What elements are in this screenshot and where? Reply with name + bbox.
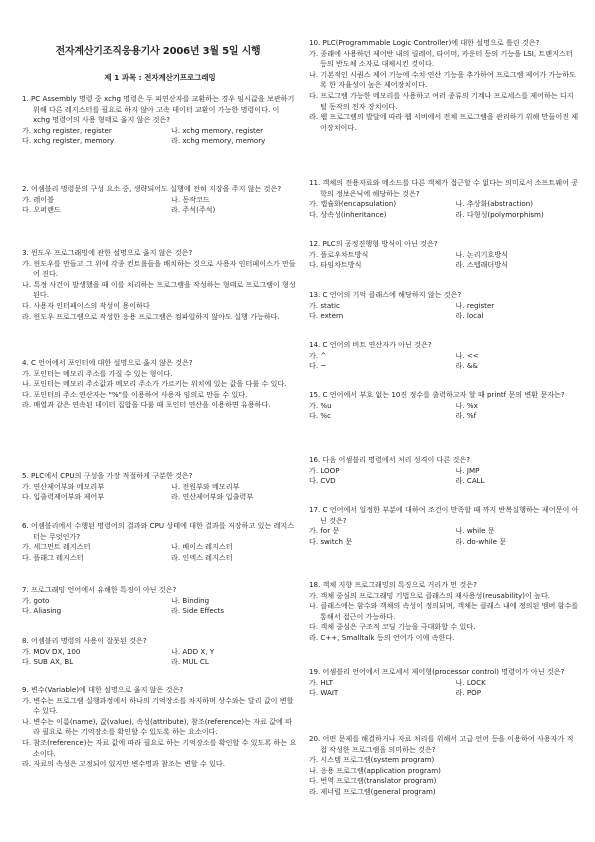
question-9 [22, 685, 298, 770]
question-20 [309, 734, 580, 798]
option-row [309, 351, 580, 362]
answer-option: 나. 동작코드 [171, 194, 210, 204]
question-stem: 17. C 언어에서 일정한 부분에 대하여 조건이 만족할 때 까지 반복실행하는 제어문이 아닌 것은? [309, 505, 579, 525]
answer-option: 라. xchg memory, memory [171, 136, 266, 146]
question-stem: 16. 다음 어셈블리 명령에서 처리 성격이 다른 것은? [309, 455, 471, 464]
question-stem: 20. 어떤 문제를 해결하거나 자료 처리를 위해서 고급 언어 등을 이용하여 사용자가 직접 작성한 프로그램을 의미하는 것은? [309, 734, 574, 754]
page-title: 전자계산기조직응용기사 2006년 3월 5일 시행 [55, 46, 261, 57]
option-row [22, 195, 298, 206]
question-stem: 5. PLC에서 CPU의 구성을 가장 적절하게 구분한 것은? [22, 471, 193, 480]
option-row [309, 199, 580, 210]
answer-option: 라. C++, Smalltalk 등의 언어가 이에 속한다. [309, 632, 455, 642]
option-row [309, 250, 580, 261]
question-3 [22, 248, 298, 322]
answer-option: 나. 전원부와 메모리부 [171, 481, 240, 491]
option-row [309, 526, 580, 537]
answer-option: 다. switch 문 [309, 536, 353, 546]
answer-option: 라. %f [455, 411, 477, 421]
question-stem: 7. 프로그래밍 언어에서 유해한 특징이 아닌 것은? [22, 585, 177, 594]
question-stem: 18. 객체 지향 프로그래밍의 특징으로 거리가 먼 것은? [309, 580, 477, 589]
answer-option: 나. Binding [171, 595, 210, 605]
answer-option: 라. Side Effects [171, 606, 225, 616]
question-18 [309, 580, 580, 644]
question-stem: 9. 변수(Variable)에 대한 설명으로 옳지 않은 것은? [22, 685, 184, 694]
answer-option: 나. << [455, 350, 479, 360]
answer-option: 라. 윈도우 프로그램으로 작성한 응용 프로그램은 컴파일하지 않아도 실행 가능하다. [22, 311, 280, 321]
answer-option: 나. 베이스 레지스터 [171, 542, 233, 552]
answer-option: 라. 다형성(polymorphism) [455, 209, 544, 219]
answer-option: 다. extern [309, 311, 344, 321]
option-row [309, 210, 580, 221]
question-stem: 4. C 언어에서 포인터에 대한 설명으로 옳지 않은 것은? [22, 358, 193, 367]
answer-option: 나. %x [455, 400, 478, 410]
answer-option: 가. 포인터는 메모리 주소를 가질 수 있는 형이다. [22, 368, 173, 378]
answer-option: 나. 기본적인 시퀀스 제어 기능에 수치 연산 기능을 추가하여 프로그램 제어가 가능하도록 한 자율성이 높은 제어장치이다. [309, 69, 576, 90]
option-row [22, 647, 298, 658]
answer-option: 라. 인덱스 레지스터 [171, 552, 233, 562]
answer-option: 다. 포인터의 주소 연산자는 "%"를 이용하여 사용자 임의로 만들 수 있다. [22, 389, 248, 399]
answer-option: 다. 타임차트방식 [309, 260, 362, 270]
answer-option: 가. HLT [309, 677, 334, 687]
answer-option: 다. 참조(reference)는 자료 값에 따라 필요로 하는 기억장소를 확인할 수 있도록 하는 요소이다. [22, 737, 297, 758]
option-row [22, 126, 298, 137]
option-row [22, 657, 298, 668]
question-stem: 14. C 언어의 비트 연산자가 아닌 것은? [309, 340, 432, 349]
answer-option: 라. MUL CL [171, 657, 209, 667]
answer-option: 가. ^ [309, 350, 327, 360]
answer-option: 라. 배열과 같은 연속된 데이터 집합을 다룰 때 포인터 연산을 이용하면 유용하다. [22, 400, 271, 410]
option-row [22, 553, 298, 564]
option-row [309, 401, 580, 412]
answer-option: 라. POP [455, 688, 482, 698]
option-row [22, 596, 298, 607]
answer-option: 가. 시스템 프로그램(system program) [309, 755, 435, 765]
answer-option: 가. 종래에 사용하던 제어반 내의 릴레이, 타이머, 카운터 등의 기능을 LSI, 트랜지스터 등의 반도체 소자로 대체시킨 것이다. [309, 48, 573, 69]
option-row [309, 466, 580, 477]
answer-option: 가. LOOP [309, 465, 340, 475]
answer-option: 나. while 문 [455, 526, 495, 536]
question-7 [22, 585, 298, 617]
question-stem: 2. 어셈블리 명령문의 구성 요소 중, 생략되어도 실행에 전혀 지장을 주지 않는 것은? [22, 184, 282, 193]
answer-option: 나. ADD X, Y [171, 646, 215, 656]
question-stem: 19. 어셈블리 언어에서 프로세서 제어형(processor control) 명령어가 아닌 것은? [309, 667, 565, 676]
answer-option: 다. ~ [309, 361, 327, 371]
question-stem: 13. C 언어의 기억 클래스에 해당하지 않는 것은? [309, 290, 462, 299]
question-8 [22, 636, 298, 668]
answer-option: 라. local [455, 311, 484, 321]
answer-option: 다. 상속성(inheritance) [309, 209, 387, 219]
option-row [309, 537, 580, 548]
answer-option: 가. 윈도우를 만들고 그 위에 각종 컨트롤들을 배치하는 것으로 사용자 인터페이스가 만들어 진다. [22, 258, 296, 279]
answer-option: 가. static [309, 300, 340, 310]
answer-option: 나. JMP [455, 465, 480, 475]
question-2 [22, 184, 298, 216]
question-17 [309, 505, 580, 547]
question-14 [309, 340, 580, 372]
answer-option: 다. 객체 중심은 구조적 코딩 기능을 극대화할 수 있다. [309, 622, 476, 632]
answer-option: 가. 변수는 프로그램 실행과정에서 하나의 기억장소를 차지하며 상수와는 달리 값이 변할 수 있다. [22, 695, 294, 716]
answer-option: 가. 플로우차트방식 [309, 249, 369, 259]
option-row [309, 688, 580, 699]
answer-option: 가. MOV DX, 100 [22, 646, 81, 656]
answer-option: 나. 클래스에는 함수와 객체의 속성이 정의되며, 객체는 클래스 내에 정의된 멤버 함수를 통해서 접근이 가능하다. [309, 601, 579, 621]
answer-option: 가. xchg register, register [22, 125, 112, 135]
answer-option: 가. for 문 [309, 526, 340, 536]
subject-heading: 제 1 과목 : 전자계산기프로그래밍 [104, 73, 216, 82]
question-13 [309, 290, 580, 322]
option-row [22, 136, 298, 147]
answer-option: 라. CALL [455, 476, 485, 486]
answer-option: 나. xchg memory, register [171, 125, 264, 135]
option-row [22, 482, 298, 493]
option-row [309, 311, 580, 322]
answer-option: 가. 연산제어부와 메모리부 [22, 481, 105, 491]
question-4 [22, 358, 298, 411]
question-1 [22, 94, 298, 147]
answer-option: 다. xchg register, memory [22, 136, 115, 146]
answer-option: 가. 세그먼트 레지스터 [22, 542, 91, 552]
question-12 [309, 239, 580, 271]
answer-option: 나. 포인터는 메모리 주소값과 메모리 주소가 가르키는 위치에 있는 값을 다룰 수 있다. [22, 379, 287, 389]
option-row [309, 476, 580, 487]
question-stem: 11. 객체의 전용자료와 메소드를 다른 객체가 접근할 수 없다는 의미로서 소프트웨어 공학의 정보은닉에 해당하는 것은? [309, 178, 579, 198]
option-row [22, 542, 298, 553]
option-row [309, 678, 580, 689]
answer-option: 다. 번역 프로그램(translator program) [309, 776, 437, 786]
answer-option: 라. 스텝래더방식 [455, 260, 508, 270]
answer-option: 다. 오퍼랜드 [22, 205, 61, 215]
question-stem: 1. PC Assembly 명령 중 xchg 명령은 두 피연산자를 교환하는 경우 임시값을 보관하기 위해 다른 레지스터를 필요로 하지 않아 고속 데이터 교환이 가능한 명령이다. 이 xchg 명령어의 사용 형태로 옳지 않은 것은? [22, 94, 295, 125]
answer-option: 다. CVD [309, 476, 336, 486]
question-stem: 10. PLC(Programmable Logic Controller)에 대한 설명으로 틀린 것은? [309, 38, 540, 47]
option-row [309, 361, 580, 372]
question-19 [309, 667, 580, 699]
answer-option: 나. 변수는 이름(name), 값(value), 속성(attribute), 참조(reference)는 자료 값에 따라 필요로 하는 기억장소를 확인할 수 있도록 하는 요소이다. [22, 716, 292, 737]
question-15 [309, 390, 580, 422]
answer-option: 다. 플래그 레지스터 [22, 552, 84, 562]
option-row [309, 260, 580, 271]
answer-option: 나. 논리기호방식 [455, 249, 508, 259]
answer-option: 라. 연산제어부와 입출력부 [171, 492, 254, 502]
option-row [22, 606, 298, 617]
question-5 [22, 471, 298, 503]
answer-option: 라. 웹 프로그램의 발달에 따라 웹 서버에서 전체 프로그램을 관리하기 위해 만들어진 제어장치이다. [309, 112, 579, 132]
answer-option: 나. 특정 사건이 발생했을 때 이를 처리하는 프로그램을 작성하는 형태로 프로그램이 형성된다. [22, 279, 296, 300]
option-row [309, 301, 580, 312]
answer-option: 나. 응용 프로그램(application program) [309, 765, 441, 775]
answer-option: 다. 프로그램 가능한 메모리를 사용하고 여러 종류의 기계나 프로세스를 제어하는 디지털 동작의 전자 장치이다. [309, 90, 574, 111]
answer-option: 라. 주석(주석) [171, 205, 216, 215]
option-row [22, 205, 298, 216]
answer-option: 라. && [455, 361, 478, 371]
answer-option: 가. %u [309, 400, 332, 410]
option-row [309, 411, 580, 422]
answer-option: 다. Aliasing [22, 606, 62, 616]
question-stem: 8. 어셈블리 명령의 사용이 잘못된 것은? [22, 636, 147, 645]
answer-option: 다. 입출력제어부와 제어부 [22, 492, 105, 502]
answer-option: 다. %c [309, 411, 332, 421]
answer-option: 라. do-while 문 [455, 536, 507, 546]
question-16 [309, 455, 580, 487]
question-stem: 12. PLC의 공정진행형 방식이 아닌 것은? [309, 239, 438, 248]
answer-option: 라. 자료의 속성은 고정되어 있지만 변수명과 참조는 변할 수 있다. [22, 759, 225, 769]
answer-option: 나. LOCK [455, 677, 486, 687]
answer-option: 다. WAIT [309, 688, 339, 698]
question-stem: 6. 어셈블리에서 수행된 명령어의 결과와 CPU 상태에 대한 결과를 저장하고 있는 레지스터는 무엇인가? [22, 521, 295, 541]
question-6 [22, 521, 298, 563]
answer-option: 가. 객체 중심의 프로그래밍 기법으로 클래스의 재사용성(reusability)이 높다. [309, 590, 551, 600]
answer-option: 나. 추상화(abstraction) [455, 199, 534, 209]
question-10 [309, 38, 580, 133]
question-stem: 15. C 언어에서 부호 없는 10진 정수를 출력하고자 할 때 printf 문의 변환 문자는? [309, 390, 565, 399]
answer-option: 나. register [455, 300, 495, 310]
question-11 [309, 178, 580, 220]
option-row [22, 492, 298, 503]
answer-option: 가. goto [22, 595, 50, 605]
answer-option: 라. 제너럴 프로그램(general program) [309, 786, 436, 796]
answer-option: 다. 사용자 인터페이스의 작성이 용이하다 [22, 300, 150, 310]
answer-option: 가. 캡슐화(encapsulation) [309, 199, 397, 209]
answer-option: 가. 레이블 [22, 194, 54, 204]
question-stem: 3. 윈도우 프로그래밍에 관한 설명으로 옳지 않은 것은? [22, 248, 193, 257]
answer-option: 다. SUB AX, BL [22, 657, 74, 667]
